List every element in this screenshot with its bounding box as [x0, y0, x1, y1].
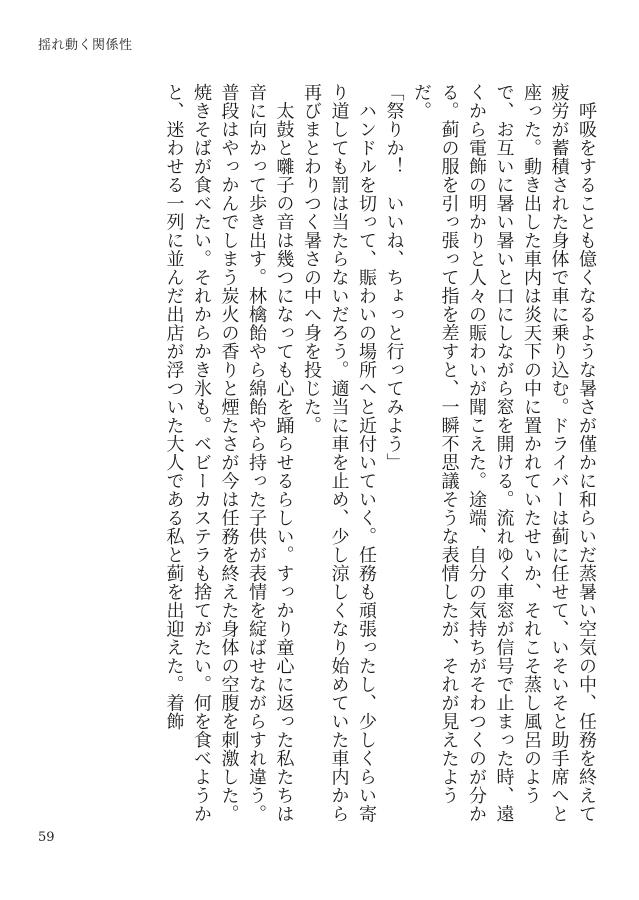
- paragraph: 「祭りか！ いいね、ちょっと行ってみよう」: [383, 83, 405, 472]
- page-number: 59: [38, 830, 55, 845]
- vertical-text-body: [54, 83, 600, 823]
- paragraph: 呼吸をすることも億くなるような暑さが僅かに和らいだ蒸暑い空気の中、任務を終えて疲労が蓄積された身体で車に乗り込む。ドライバーは蓟に任せて、いそいそと助手席へと座った。動き出した車内は炎天下の中に置かれていたせいか、それこそ蒸し風呂のようで、お互いに暑い暑いと口にしながら窓を開ける。流れゆく車窓が信号で止まった時、遠くから電飾の明かりと人々の賑わいが聞こえた。途端、自分の気持ちがそわつくのが分かる。蓟の服を引っ張って指を差すと、一瞬不思議そうな表情したが、それが見えたようだ。: [411, 83, 597, 823]
- paragraph: ハンドルを切って、賑わいの場所へと近付いていく。任務も頑張ったし、少しくらい寄り道しても罰は当たらないだろう。適当に車を止め、少し涼しくなり始めていた車内から再びまとわりつく暑さの中へ身を投じた。: [301, 83, 377, 823]
- paragraph: 太鼓と囃子の音は幾つになっても心を踊らせるらしい。すっかり童心に返った私たちは音に向かって歩き出す。林檎飴やら綿飴やら持った子供が表情を綻ばせながらすれ違う。普段はやっかんでしまう炭火の香りと煙たさが今は任務を終えた身体の空腹を刺激した。焼きそばが食べたい。それからかき氷も。ベビーカステラも捨てがたい。何を食べようかと、迷わせる一列に並んだ出店が浮ついた大人である私と蓟を出迎えた。着飾: [163, 83, 295, 823]
- running-header: 揺れ動く関係性: [38, 38, 133, 53]
